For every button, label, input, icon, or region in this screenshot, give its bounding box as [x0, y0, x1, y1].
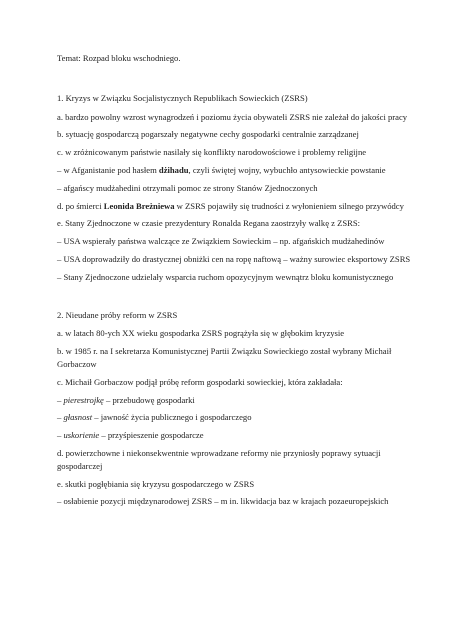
section-2-paragraph: b. w 1985 r. na I sekretarza Komunistycznej Partii Związku Sowieckiego został wybrany Michaił Gorbaczow: [57, 346, 392, 369]
section-2-paragraph: d. powierzchowne i niekonsekwentnie wprowadzane reformy nie przyniosły poprawy sytuacji gospodarczej: [57, 447, 381, 471]
section-2-paragraph: a. w latach 80-ych XX wieku gospodarka ZSRS pogrążyła się w głębokim kryzysie: [57, 328, 345, 339]
section-1-paragraph: e. Stany Zjednoczone w czasie prezydentury Ronalda Regana zaostrzyły walkę z ZSRS:: [57, 218, 361, 229]
dash: –: [57, 430, 64, 441]
section-2-paragraph: [57, 411, 419, 424]
section-1-paragraph: [57, 200, 419, 213]
dash: –: [57, 394, 64, 405]
section-2-paragraph: – osłabienie pozycji międzynarodowej ZSRS – m in. likwidacja baz w krajach pozaeuropejskich: [57, 496, 389, 507]
section-1-paragraph: c. w zróżnicowanym państwie nasilały się konflikty narodowościowe i problemy religijne: [57, 147, 367, 158]
section-1-heading: 1. Kryzys w Związku Socjalistycznych Republikach Sowieckich (ZSRS): [57, 92, 308, 103]
section-1-paragraph: – afgańscy mudżahedini otrzymali pomoc ze strony Stanów Zjednoczonych: [57, 182, 318, 193]
italic-term: głasnost: [63, 412, 93, 423]
text-run: – w Afganistanie pod hasłem: [57, 164, 159, 175]
text-run: w ZSRS pojawiły się trudności z wyłonieniem silnego przywódcy: [174, 200, 404, 211]
text-run: – przyśpieszenie gospodarcze: [99, 430, 204, 441]
text-run: – jawność życia publicznego i gospodarczego: [92, 412, 252, 423]
text-run: d. po śmierci: [57, 200, 104, 211]
section-2-paragraph: e. skutki pogłębiania się kryzysu gospodarczego w ZSRS: [57, 478, 255, 489]
text-run: , czyli świętej wojny, wybuchło antysowieckie powstanie: [188, 164, 386, 175]
section-spacer: [57, 289, 419, 309]
document-body: [57, 52, 419, 513]
italic-term: pierestrojkę: [63, 394, 104, 405]
bold-term: dżihadu: [158, 164, 189, 175]
section-1-paragraph: – Stany Zjednoczone udzielały wsparcia ruchom opozycyjnym wewnątrz bloku komunistycznego: [57, 271, 394, 282]
section-2-paragraph: [57, 394, 419, 407]
text-run: – przebudowę gospodarki: [103, 394, 195, 405]
section-1-paragraph: – USA wspierały państwa walczące ze Związkiem Sowieckim – np. afgańskich mudżahedinów: [57, 236, 385, 247]
section-1-paragraph: – USA doprowadziły do drastycznej obniżki cen na ropę naftową – ważny surowiec eksportowy ZSRS: [57, 253, 411, 264]
section-2-paragraph: c. Michaił Gorbaczow podjął próbę reform gospodarki sowieckiej, która zakładała:: [57, 376, 343, 387]
section-1-paragraph: b. sytuację gospodarczą pogarszały negatywne cechy gospodarki centralnie zarządzanej: [57, 129, 359, 140]
section-2-heading: 2. Nieudane próby reform w ZSRS: [57, 309, 178, 320]
dash: –: [57, 412, 64, 423]
section-1-paragraph: a. bardzo powolny wzrost wynagrodzeń i poziomu życia obywateli ZSRS nie zależał do jakości pracy: [57, 111, 408, 122]
bold-term: Leonida Breżniewa: [103, 200, 175, 211]
document-title: Temat: Rozpad bloku wschodniego.: [57, 53, 181, 63]
section-2-paragraph: [57, 429, 419, 442]
italic-term: uskorienie: [63, 430, 100, 441]
section-1-paragraph: [57, 164, 419, 177]
